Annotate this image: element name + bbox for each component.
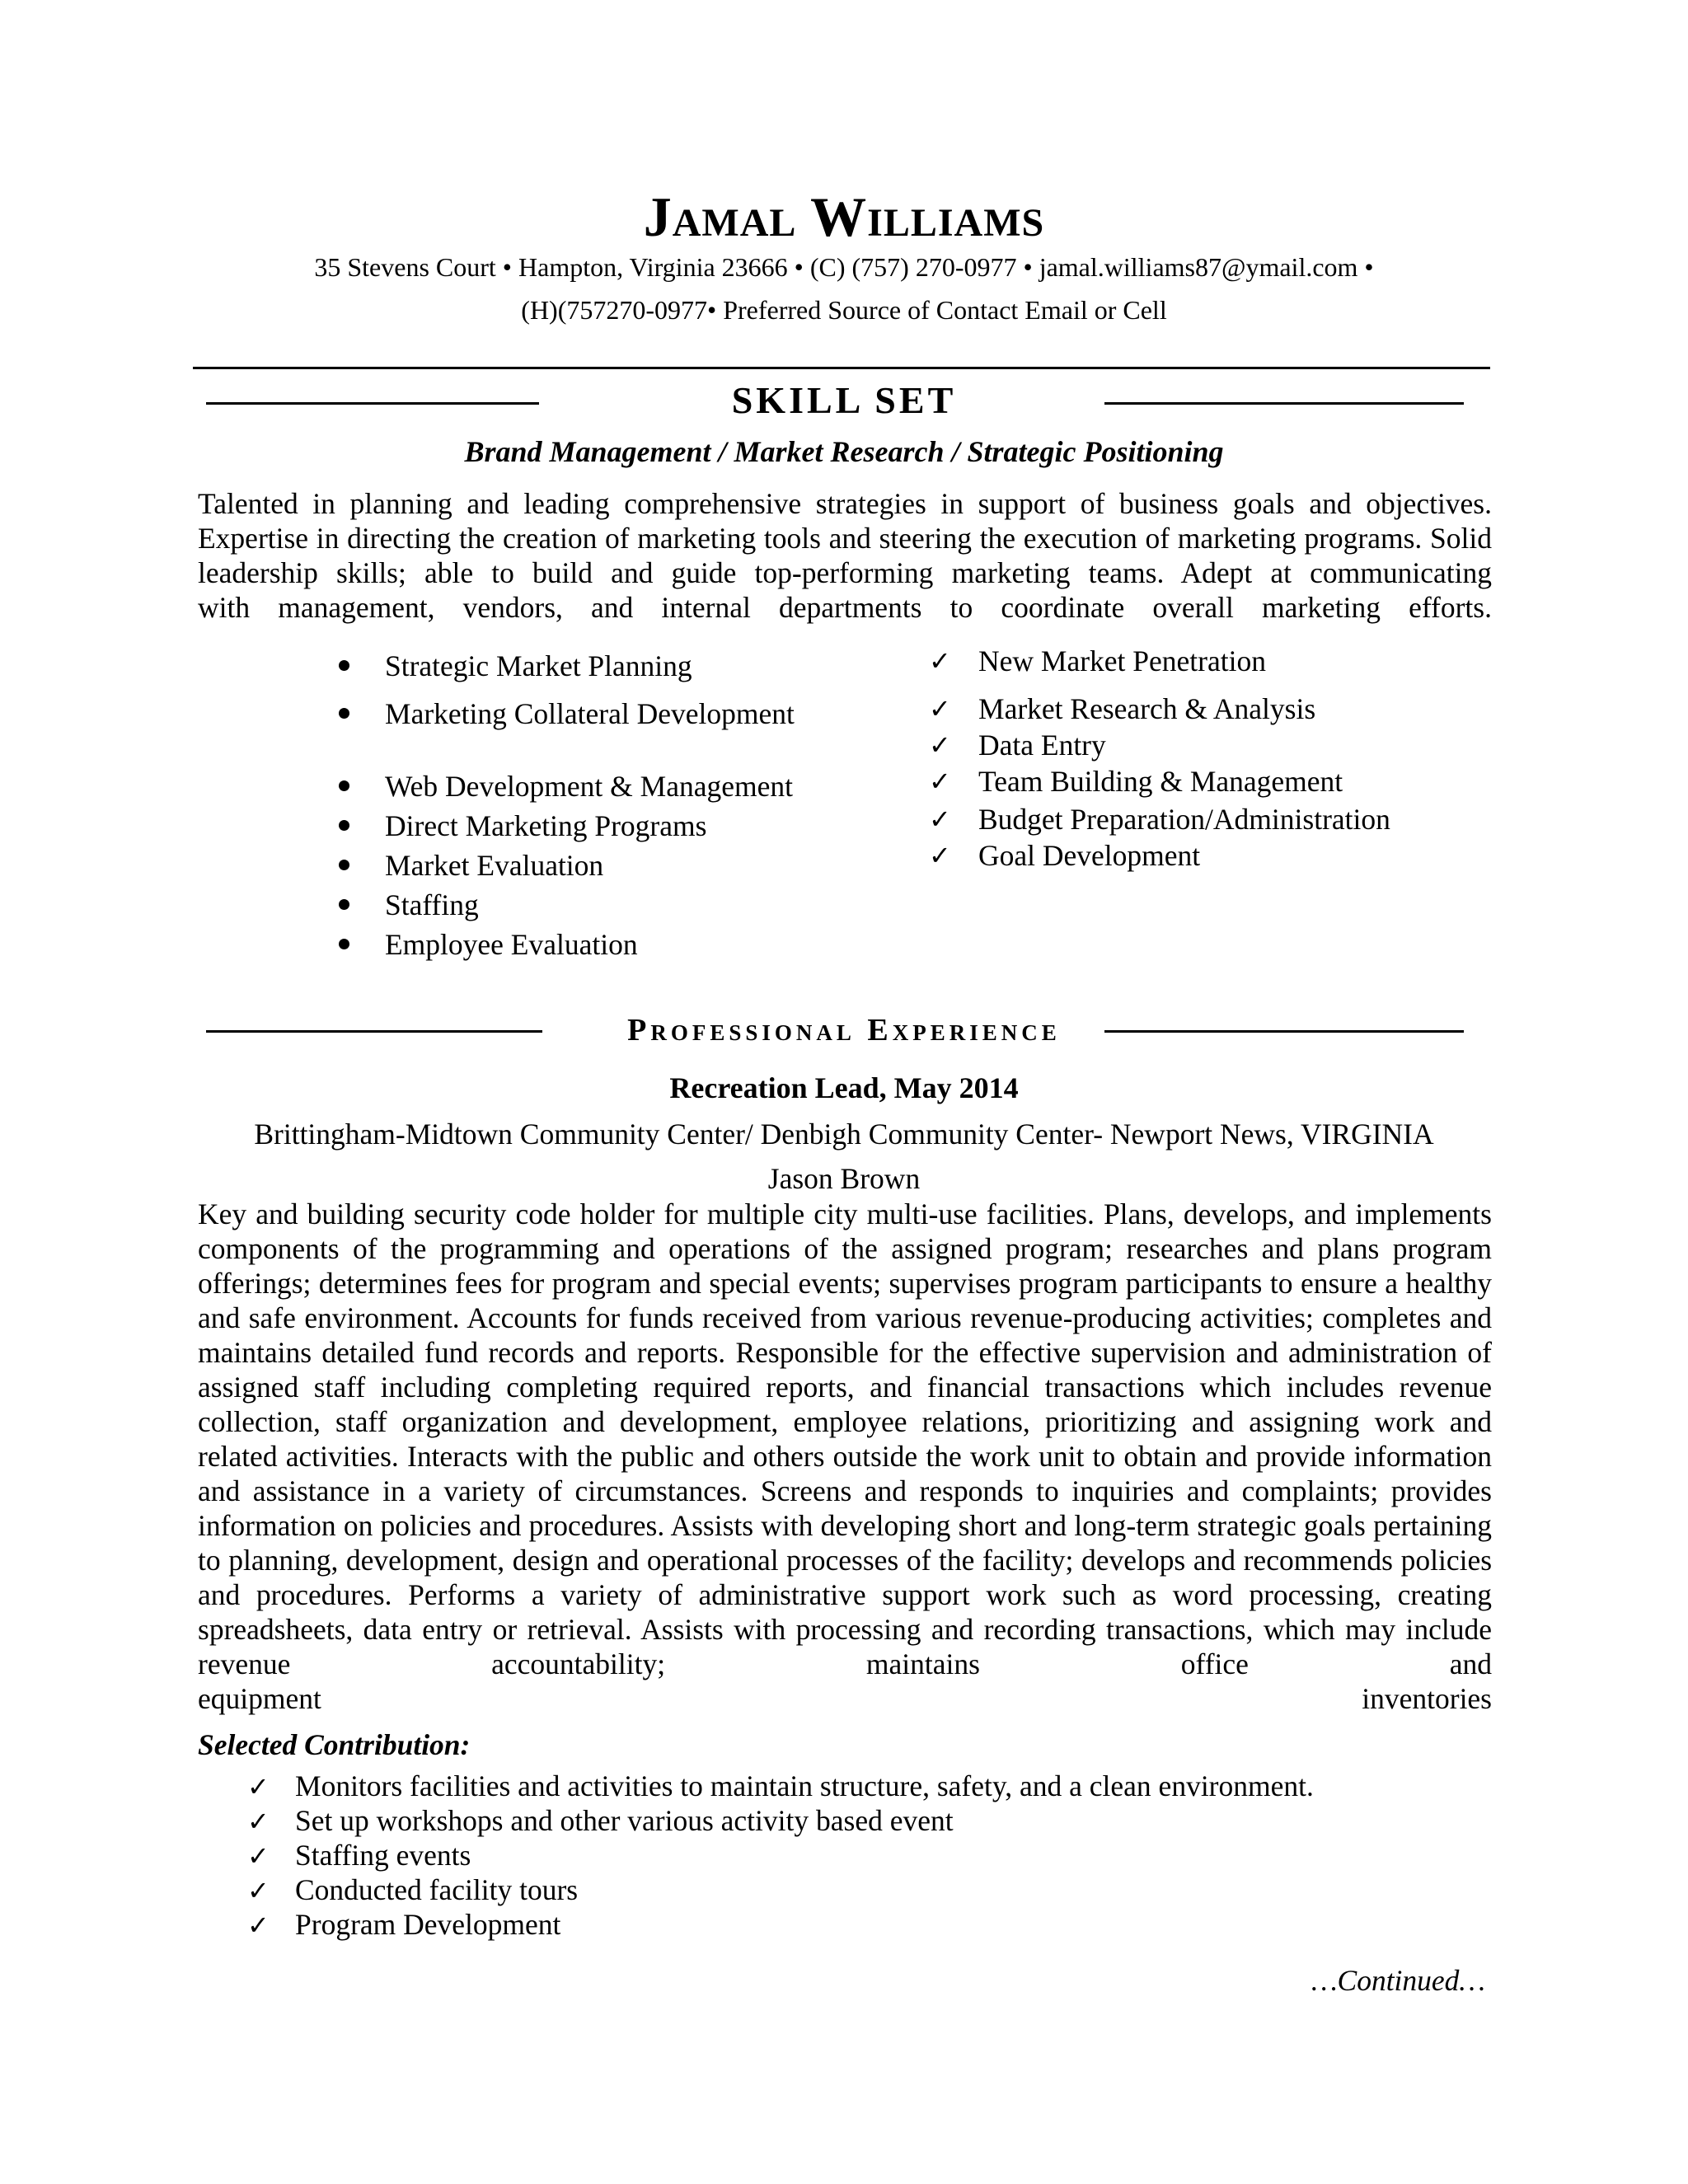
checkmark-icon: ✓	[929, 840, 951, 871]
description-line: transactions which includes revenue collection, staff organization and development, employee relations,	[198, 1371, 1493, 1438]
skill-item: Web Development & Management	[385, 770, 793, 803]
bullet-dot	[339, 820, 349, 831]
skill-set-subtitle: Brand Management / Market Research / Strategic Positioning	[464, 435, 1224, 468]
skill-item: Market Evaluation	[385, 849, 604, 882]
summary-paragraph	[198, 486, 1492, 625]
description-line: Key and building security code holder for multiple city multi-use facilities. Plans, develops, and	[198, 1197, 1347, 1230]
job-title: Recreation Lead, May 2014	[669, 1071, 1019, 1104]
checkmark-icon: ✓	[247, 1806, 270, 1837]
contribution-item: Program Development	[295, 1908, 561, 1941]
summary-line: Solid leadership skills; able to build and guide top-performing marketing teams. Adept at communicating	[198, 522, 1492, 589]
contribution-item: Set up workshops and other various activity based event	[295, 1804, 954, 1837]
checkmark-icon: ✓	[247, 1771, 270, 1802]
bullet-dot	[339, 899, 349, 910]
description-line: to ensure a healthy and safe environment. Accounts for funds received from various revenue-producing	[198, 1267, 1493, 1334]
bullet-dot	[339, 860, 349, 870]
contact-line-1: 35 Stevens Court • Hampton, Virginia 23666 • (C) (757) 270-0977 • jamal.williams87@ymail.com •	[314, 252, 1374, 282]
skill-set-rule-right	[1104, 402, 1464, 405]
checkmark-icon: ✓	[929, 693, 951, 724]
description-line: prioritizing and assigning work and related activities. Interacts with the public and others outside the work	[198, 1405, 1492, 1473]
skill-item: Marketing Collateral Development	[385, 697, 795, 730]
skill-item: Employee Evaluation	[385, 928, 638, 961]
job-supervisor: Jason Brown	[767, 1162, 921, 1195]
contribution-item: Conducted facility tours	[295, 1873, 579, 1906]
experience-rule-right	[1104, 1030, 1464, 1033]
bullet-dot	[339, 780, 349, 791]
bullet-dot	[339, 660, 349, 671]
skill-item: Team Building & Management	[978, 765, 1343, 798]
description-line: of the facility; develops and recommends policies and procedures. Performs a variety of administrative	[198, 1544, 1493, 1611]
skill-item: Staffing	[385, 888, 479, 921]
description-line: equipment inventories	[198, 1682, 1492, 1715]
continued-note: …Continued…	[1311, 1964, 1485, 1997]
skill-item: Direct Marketing Programs	[385, 809, 707, 842]
checkmark-icon: ✓	[247, 1875, 270, 1906]
header-divider	[193, 367, 1490, 369]
checkmark-icon: ✓	[929, 729, 951, 761]
description-line: to inquiries and complaints; provides information on policies and procedures. Assists with developing	[198, 1474, 1492, 1542]
experience-heading: Professional Experience	[627, 1013, 1061, 1047]
summary-line: Talented in planning and leading comprehensive strategies in support of business goals and objectives.	[198, 487, 1492, 520]
summary-line: Expertise in directing the creation of marketing tools and steering the execution of marketing programs.	[198, 522, 1423, 555]
skill-item: Strategic Market Planning	[385, 649, 692, 682]
skill-set-heading: SKILL SET	[731, 379, 957, 421]
bullet-dot	[339, 708, 349, 719]
contribution-item: Staffing events	[295, 1839, 471, 1872]
skill-item: Budget Preparation/Administration	[978, 803, 1390, 836]
skill-item: New Market Penetration	[978, 644, 1266, 677]
candidate-name: Jamal Williams	[643, 185, 1045, 248]
description-line: short and long-term strategic goals pertaining to planning, development, design and operational processes	[198, 1509, 1492, 1577]
skill-item: Market Research & Analysis	[978, 692, 1316, 725]
description-line: activities; completes and maintains detailed fund records and reports. Responsible for the effective	[198, 1301, 1493, 1369]
job-description	[198, 1197, 1492, 1716]
bullet-dot	[339, 939, 349, 949]
checkmark-icon: ✓	[929, 645, 951, 677]
skill-item: Data Entry	[978, 729, 1106, 762]
checkmark-icon: ✓	[929, 766, 951, 797]
contributions-heading: Selected Contribution:	[198, 1728, 471, 1761]
contribution-item: Monitors facilities and activities to maintain structure, safety, and a clean environment.	[295, 1769, 1314, 1802]
description-line: unit to obtain and provide information and assistance in a variety of circumstances. Screens and responds	[198, 1440, 1493, 1507]
checkmark-icon: ✓	[929, 804, 951, 835]
job-location: Brittingham-Midtown Community Center/ Denbigh Community Center- Newport News, VIRGINIA	[254, 1118, 1434, 1151]
skill-item: Goal Development	[978, 839, 1201, 872]
description-line: implements components of the programming and operations of the assigned program; researches and	[198, 1197, 1492, 1265]
description-line: plans program offerings; determines fees for program and special events; supervises program participants	[198, 1232, 1492, 1300]
description-line: supervision and administration of assigned staff including completing required reports, and financial	[198, 1336, 1493, 1404]
summary-line: with management, vendors, and internal departments to coordinate overall marketing efforts.	[198, 591, 1492, 624]
checkmark-icon: ✓	[247, 1910, 270, 1941]
description-line: processing and recording transactions, which may include revenue accountability; maintains office and	[198, 1613, 1493, 1680]
contact-line-2: (H)(757270-0977• Preferred Source of Contact Email or Cell	[521, 295, 1167, 325]
checkmark-icon: ✓	[247, 1840, 270, 1872]
description-line: support work such as word processing, creating spreadsheets, data entry or retrieval. Assists with	[198, 1578, 1492, 1646]
